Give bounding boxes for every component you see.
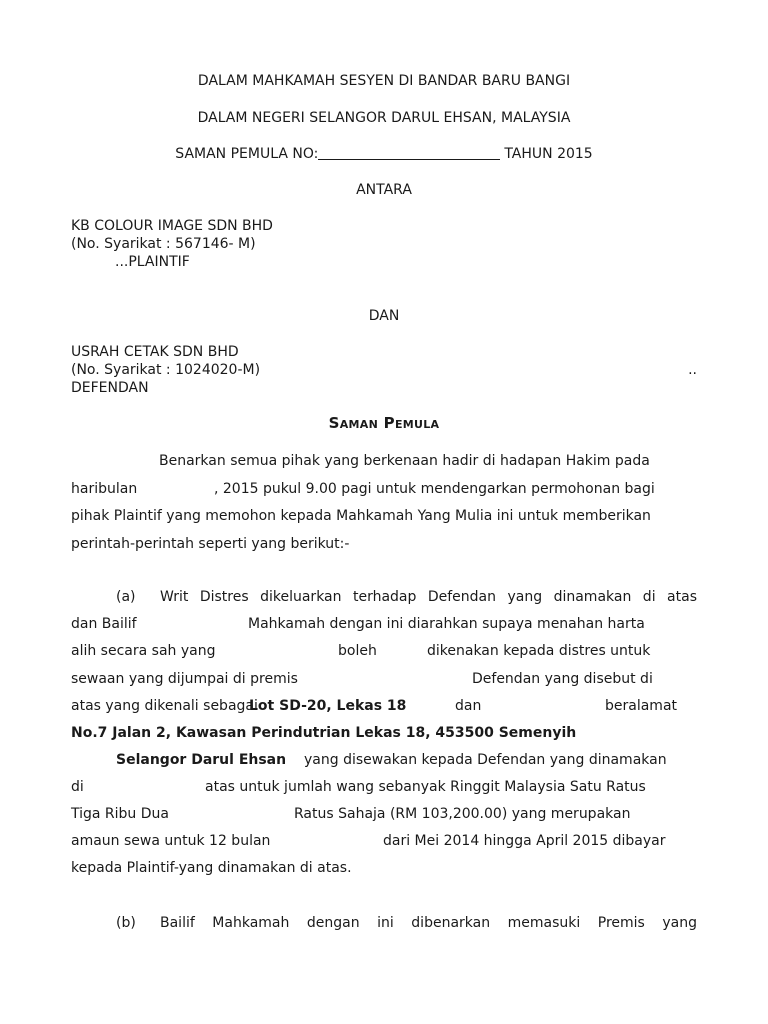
document-title: Saman Pemula (328, 414, 440, 432)
court-title: DALAM MAHKAMAH SESYEN DI BANDAR BARU BANGI (197, 73, 571, 89)
intro-line-2-start: haribulan (71, 481, 138, 497)
intro-line-4: perintah-perintah seperti yang berikut:- (71, 536, 350, 552)
item-a-line-3-start: alih secara sah yang (71, 643, 216, 659)
item-a-line-9-end: Ratus Sahaja (RM 103,200.00) yang merupakan (294, 806, 631, 822)
premises-address: No.7 Jalan 2, Kawasan Perindutrian Lekas 18, 453500 Semenyih (71, 725, 577, 741)
item-a-line-10-end: dari Mei 2014 hingga April 2015 dibayar (383, 833, 666, 849)
item-b-line-1: Bailif Mahkamah dengan ini dibenarkan memasuki Premis yang (160, 915, 697, 931)
defendant-reg-no: (No. Syarikat : 1024020-M) (71, 362, 261, 378)
court-state: DALAM NEGERI SELANGOR DARUL EHSAN, MALAYSIA (197, 110, 571, 126)
item-a-line-2-start: dan Bailif (71, 616, 137, 632)
item-a-line-5-d: beralamat (605, 698, 678, 714)
defendant-dots: .. (688, 362, 697, 378)
lot-number: Lot SD-20, Lekas 18 (249, 698, 407, 714)
item-a-line-4-start: sewaan yang dijumpai di premis (71, 671, 298, 687)
summons-year: TAHUN 2015 (504, 146, 593, 162)
plaintiff-name: KB COLOUR IMAGE SDN BHD (71, 218, 273, 234)
item-a-line-4-end: Defendan yang disebut di (472, 671, 653, 687)
defendant-role: DEFENDAN (71, 380, 149, 396)
intro-line-1: Benarkan semua pihak yang berkenaan hadir di hadapan Hakim pada (159, 453, 650, 469)
item-b-marker: (b) (116, 915, 136, 931)
item-a-line-7-end: yang disewakan kepada Defendan yang dinamakan (304, 752, 667, 768)
intro-line-2-end: , 2015 pukul 9.00 pagi untuk mendengarkan permohonan bagi (214, 481, 655, 497)
plaintiff-reg-no: (No. Syarikat : 567146- M) (71, 236, 256, 252)
item-a-line-5-a: atas yang dikenali sebagai (71, 698, 258, 714)
item-a-line-1 (160, 588, 697, 606)
item-a-line-9-start: Tiga Ribu Dua (71, 806, 169, 822)
defendant-reg-line (71, 361, 697, 379)
item-a-line-8-start: di (71, 779, 84, 795)
plaintiff-role: ...PLAINTIF (115, 254, 190, 270)
and-label: DAN (368, 308, 400, 324)
intro-line-3: pihak Plaintif yang memohon kepada Mahkamah Yang Mulia ini untuk memberikan (71, 508, 651, 524)
item-a-line-2-end: Mahkamah dengan ini diarahkan supaya menahan harta (248, 616, 645, 632)
summons-no-blank (318, 145, 500, 160)
item-a-line-3-end: dikenakan kepada distres untuk (427, 643, 651, 659)
summons-number-line (0, 145, 768, 163)
item-a-line-5-c: dan (455, 698, 482, 714)
summons-no-label: SAMAN PEMULA NO: (175, 146, 319, 162)
item-a-line-11: kepada Plaintif-yang dinamakan di atas. (71, 860, 352, 876)
defendant-name: USRAH CETAK SDN BHD (71, 344, 239, 360)
item-a-line-8-end: atas untuk jumlah wang sebanyak Ringgit Malaysia Satu Ratus (205, 779, 646, 795)
item-a-marker: (a) (116, 589, 136, 605)
state-name: Selangor Darul Ehsan (116, 752, 287, 768)
between-label: ANTARA (356, 182, 412, 198)
item-a-line-1-text: Writ Distres dikeluarkan terhadap Defendan yang dinamakan di atas (160, 589, 697, 605)
item-a-line-10-start: amaun sewa untuk 12 bulan (71, 833, 271, 849)
item-a-line-3-mid: boleh (338, 643, 377, 659)
